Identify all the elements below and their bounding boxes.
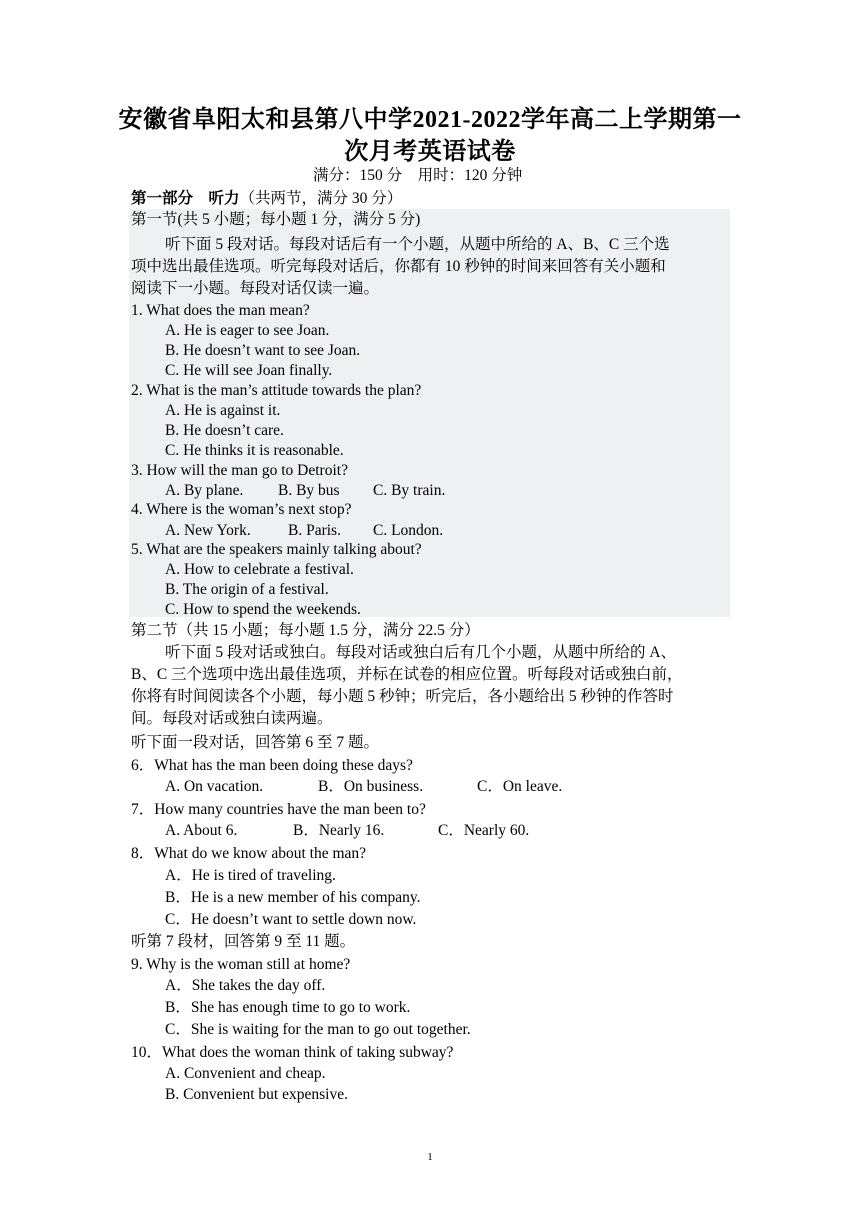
answer-option: A. On vacation. <box>165 778 264 795</box>
question-stem: 9. Why is the woman still at home? <box>131 956 351 973</box>
dialog-intro: 听第 7 段材，回答第 9 至 11 题。 <box>131 933 356 950</box>
answer-option: A. Convenient and cheap. <box>165 1065 326 1082</box>
answer-option: B．Nearly 16. <box>293 822 385 839</box>
answer-option: A. By plane. <box>165 482 244 499</box>
section1-instruction-line: 项中选出最佳选项。听完每段对话后，你都有 10 秒钟的时间来回答有关小题和 <box>131 258 666 275</box>
section2-instruction-line: 听下面 5 段对话或独白。每段对话或独白后有几个小题，从题中所给的 A、 <box>165 644 677 661</box>
question-stem: 1. What does the man mean? <box>131 302 310 319</box>
question-stem: 7．How many countries have the man been to? <box>131 801 426 818</box>
answer-option: B．On business. <box>318 778 424 795</box>
answer-option: C. By train. <box>373 482 446 499</box>
part1-heading-rest: （共两节，满分 30 分） <box>239 190 403 207</box>
answer-option: A. About 6. <box>165 822 238 839</box>
answer-option: B. Convenient but expensive. <box>165 1086 348 1103</box>
answer-option: C. London. <box>373 522 444 539</box>
part1-heading-bold: 第一部分 听力 <box>131 190 240 207</box>
dialog-intro: 听下面一段对话，回答第 6 至 7 题。 <box>131 734 380 751</box>
answer-option: B. Paris. <box>288 522 341 539</box>
exam-title-line2: 次月考英语试卷 <box>344 139 516 165</box>
answer-option: A. New York. <box>165 522 251 539</box>
answer-option: C. He thinks it is reasonable. <box>165 442 344 459</box>
answer-option: C．On leave. <box>477 778 563 795</box>
answer-option: C．Nearly 60. <box>438 822 530 839</box>
answer-option: A. He is eager to see Joan. <box>165 322 330 339</box>
part1-heading <box>131 189 402 209</box>
answer-option: B. He doesn’t want to see Joan. <box>165 342 361 359</box>
question-stem: 4. Where is the woman’s next stop? <box>131 501 352 518</box>
section1-instruction-line: 阅读下一小题。每段对话仅读一遍。 <box>131 280 380 297</box>
answer-option: A. He is against it. <box>165 402 281 419</box>
answer-option: B．He is a new member of his company. <box>165 889 421 906</box>
section2-instruction-line: 间。每段对话或独白读两遍。 <box>131 710 333 727</box>
answer-option: A. How to celebrate a festival. <box>165 561 354 578</box>
question-stem: 5. What are the speakers mainly talking about? <box>131 541 422 558</box>
exam-subtitle: 满分：150 分 用时：120 分钟 <box>313 167 523 184</box>
question-stem: 6．What has the man been doing these days? <box>131 757 413 774</box>
exam-title-line1: 安徽省阜阳太和县第八中学2021-2022学年高二上学期第一 <box>118 107 742 133</box>
section2-instruction-line: 你将有时间阅读各个小题，每小题 5 秒钟；听完后，各小题给出 5 秒钟的作答时 <box>131 688 674 705</box>
section2-instruction-line: B、C 三个选项中选出最佳选项，并标在试卷的相应位置。听每段对话或独白前， <box>131 666 683 683</box>
question-stem: 2. What is the man’s attitude towards the plan? <box>131 382 422 399</box>
answer-option: A．She takes the day off. <box>165 977 326 994</box>
answer-option: A．He is tired of traveling. <box>165 867 336 884</box>
answer-option: C．She is waiting for the man to go out together. <box>165 1021 471 1038</box>
page-number: 1 <box>427 1151 433 1163</box>
question-stem: 10．What does the woman think of taking subway? <box>131 1044 454 1061</box>
answer-option: B. The origin of a festival. <box>165 581 329 598</box>
question-stem: 3. How will the man go to Detroit? <box>131 462 348 479</box>
answer-option: B．She has enough time to go to work. <box>165 999 411 1016</box>
section2-heading: 第二节（共 15 小题；每小题 1.5 分，满分 22.5 分） <box>131 622 480 639</box>
question-stem: 8．What do we know about the man? <box>131 845 367 862</box>
answer-option: C．He doesn’t want to settle down now. <box>165 911 417 928</box>
section1-heading: 第一节(共 5 小题；每小题 1 分，满分 5 分) <box>131 211 421 228</box>
section1-instruction-line: 听下面 5 段对话。每段对话后有一个小题，从题中所给的 A、B、C 三个选 <box>165 236 670 253</box>
answer-option: C. He will see Joan finally. <box>165 362 333 379</box>
answer-option: C. How to spend the weekends. <box>165 601 361 618</box>
answer-option: B. He doesn’t care. <box>165 422 284 439</box>
answer-option: B. By bus <box>278 482 340 499</box>
